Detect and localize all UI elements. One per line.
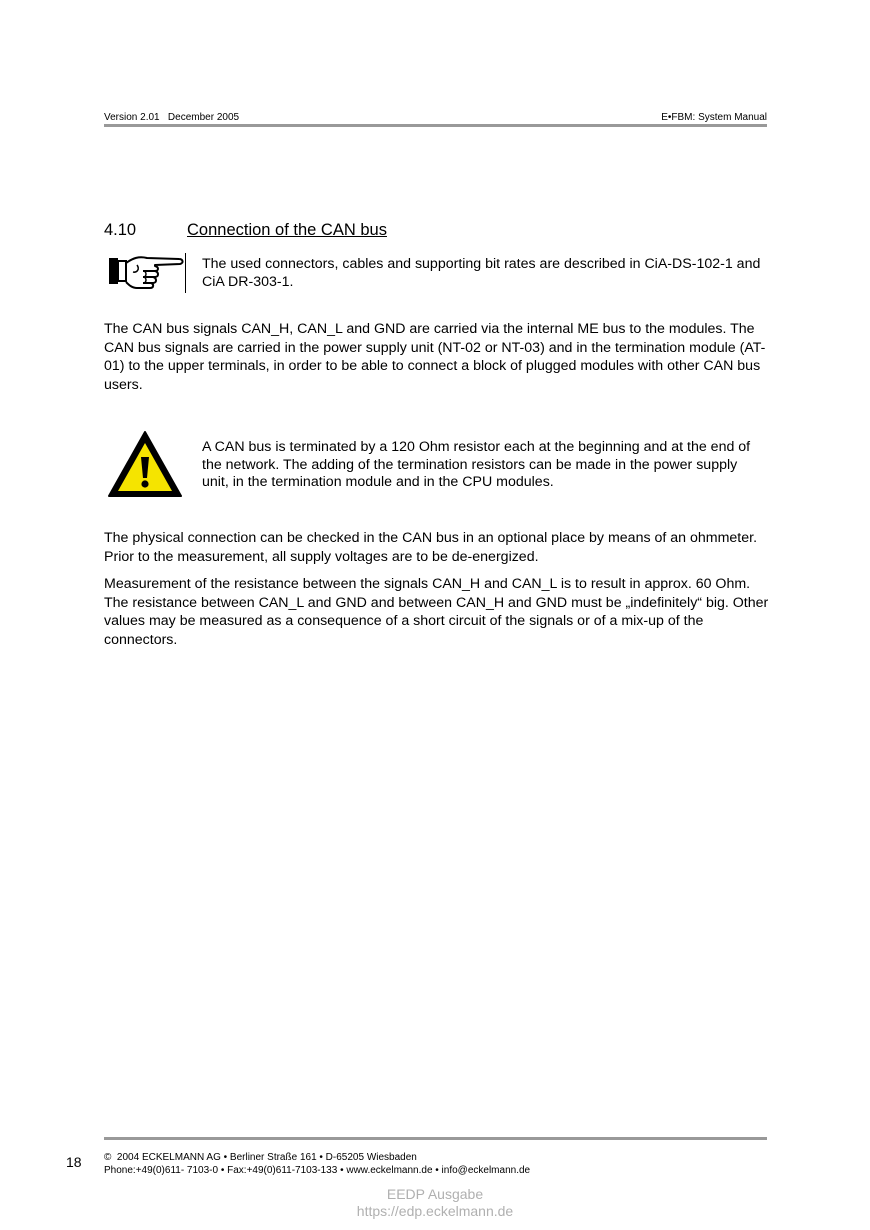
page-number: 18 xyxy=(66,1154,82,1170)
header-rule xyxy=(104,124,767,127)
watermark-line-2: https://edp.eckelmann.de xyxy=(356,1203,514,1219)
pointing-hand-icon xyxy=(107,253,186,293)
reference-note: The used connectors, cables and supporting bit rates are described in CiA-DS-102-1 and CiA DR-303-1. xyxy=(202,256,761,290)
section-number: 4.10 xyxy=(104,221,137,239)
body-paragraph-2: The physical connection can be checked in the CAN bus in an optional place by means of an ohmmeter. Prior to the measurement, all supply voltages are to be de-energized. xyxy=(104,530,758,565)
footer-copyright: © 2004 ECKELMANN AG • Berliner Straße 161 • D-65205 Wiesbaden xyxy=(104,1152,417,1163)
watermark-line-1: EEDP Ausgabe xyxy=(386,1186,484,1202)
header-manual-title: E•FBM: System Manual xyxy=(661,112,767,123)
section-title: Connection of the CAN bus xyxy=(187,221,387,239)
body-paragraph-3: Measurement of the resistance between the signals CAN_H and CAN_L is to result in approx. 60 Ohm. The resistance between CAN_L and GND and between CAN_H and GND must be „indefinitely“ big. Other values may be measured as a consequence of a short circuit of the signals or of a mix-up of the connectors. xyxy=(104,576,769,648)
footer-contact: Phone:+49(0)611- 7103-0 • Fax:+49(0)611-7103-133 • www.eckelmann.de • info@eckelmann.de xyxy=(104,1165,531,1176)
footer-rule xyxy=(104,1137,767,1140)
body-paragraph-1: The CAN bus signals CAN_H, CAN_L and GND are carried via the internal ME bus to the modules. The CAN bus signals are carried in the power supply unit (NT-02 or NT-03) and in the termination module (AT-01) to the upper terminals, in order to be able to connect a block of plugged modules with other CAN bus users. xyxy=(104,321,766,393)
header-version: Version 2.01 December 2005 xyxy=(104,112,240,123)
warning-note: A CAN bus is terminated by a 120 Ohm resistor each at the beginning and at the end of the network. The adding of the termination resistors can be made in the power supply unit, in the termination module and in the CPU modules. xyxy=(202,439,751,490)
warning-triangle-icon xyxy=(107,430,183,498)
